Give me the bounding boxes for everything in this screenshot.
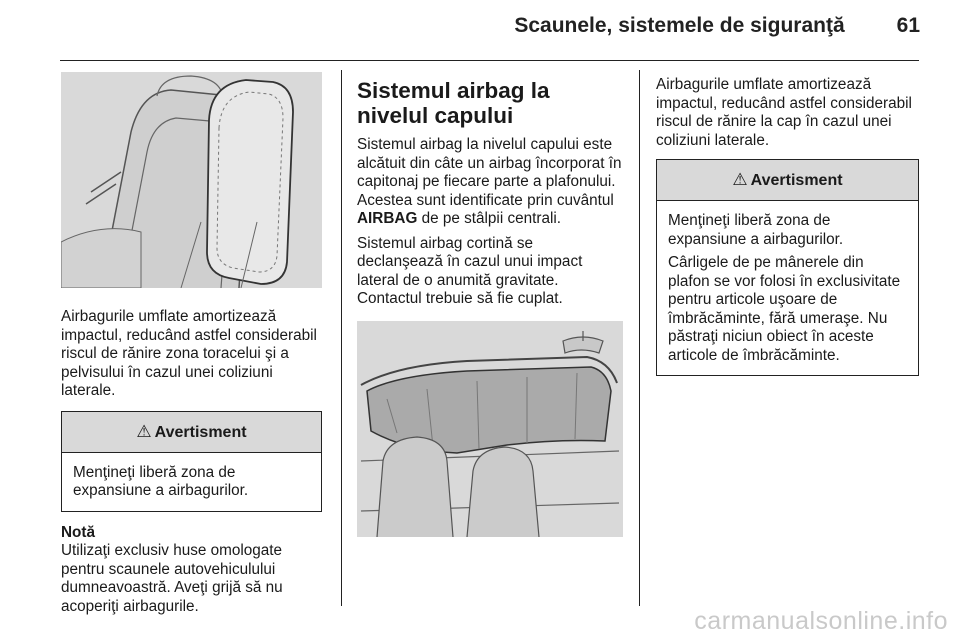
note-text: Utilizaţi exclusiv huse omologate pentru scaunele autovehiculului dumneavoastră. Aveţi grijă să nu acoperiţi airbagurile. bbox=[61, 542, 283, 615]
curtain-airbag-illustration bbox=[357, 321, 623, 537]
column-1 bbox=[61, 72, 322, 616]
curtain-airbag-description: Sistemul airbag cortină se declanşează în cazul unui impact lateral de o anumită gravitate. Contactul trebuie să fie cuplat. bbox=[357, 234, 583, 307]
side-airbag-illustration bbox=[61, 72, 322, 288]
column-2 bbox=[357, 78, 625, 537]
warning-text-1: Menţineţi liberă zona de expansiune a airbagurilor. bbox=[73, 463, 249, 499]
column-divider-2 bbox=[639, 70, 640, 606]
warning-header-1 bbox=[62, 412, 321, 453]
warning-title-1: Avertisment bbox=[154, 423, 247, 441]
section-heading: Sistemul airbag la nivelul capului bbox=[357, 78, 550, 128]
watermark: carmanualsonline.info bbox=[694, 607, 948, 635]
warning-title-2: Avertisment bbox=[750, 172, 843, 189]
warning-triangle-icon: ⚠ bbox=[732, 170, 748, 189]
warning-header-2 bbox=[657, 160, 918, 201]
header-rule bbox=[60, 60, 919, 61]
head-airbag-text-start: Sistemul airbag la nivelul capului este alcătuit din câte un airbag încorporat în capitonaj pe fiecare parte a plafonului. Acestea sunt identificate prin cuvântul bbox=[357, 136, 622, 209]
note-title: Notă bbox=[61, 523, 95, 541]
side-airbag-description: Airbagurile umflate amortizează impactul, reducând astfel considerabil riscul de rănire zona toracelui şi a pelvisului în cazul unei coliziuni laterale. bbox=[61, 308, 317, 399]
warning-text-2a: Menţineţi liberă zona de expansiune a airbagurilor. bbox=[668, 212, 844, 248]
warning-triangle-icon: ⚠ bbox=[136, 421, 152, 441]
column-3 bbox=[656, 76, 919, 376]
warning-box-1 bbox=[61, 411, 322, 512]
warning-box-2 bbox=[656, 159, 919, 376]
airbag-label: AIRBAG bbox=[357, 210, 418, 227]
warning-text-2b: Cârligele de pe mânerele din plafon se vor folosi în exclusivitate pentru articole uşoare de îmbrăcăminte, fără umeraşe. Nu păstraţi niciun obiect în aceste articole de îmbrăcăminte. bbox=[668, 254, 901, 364]
column-divider-1 bbox=[341, 70, 342, 606]
head-airbag-text-end: de pe stâlpii centrali. bbox=[417, 210, 562, 227]
chapter-title: Scaunele, sistemele de siguranţă bbox=[514, 14, 845, 37]
page-header bbox=[514, 14, 920, 38]
curtain-airbag-effect: Airbagurile umflate amortizează impactul, reducând astfel considerabil riscul de rănire la cap în cazul unei coliziuni laterale. bbox=[656, 76, 912, 149]
page-number: 61 bbox=[896, 14, 920, 37]
head-airbag-description bbox=[357, 136, 625, 229]
